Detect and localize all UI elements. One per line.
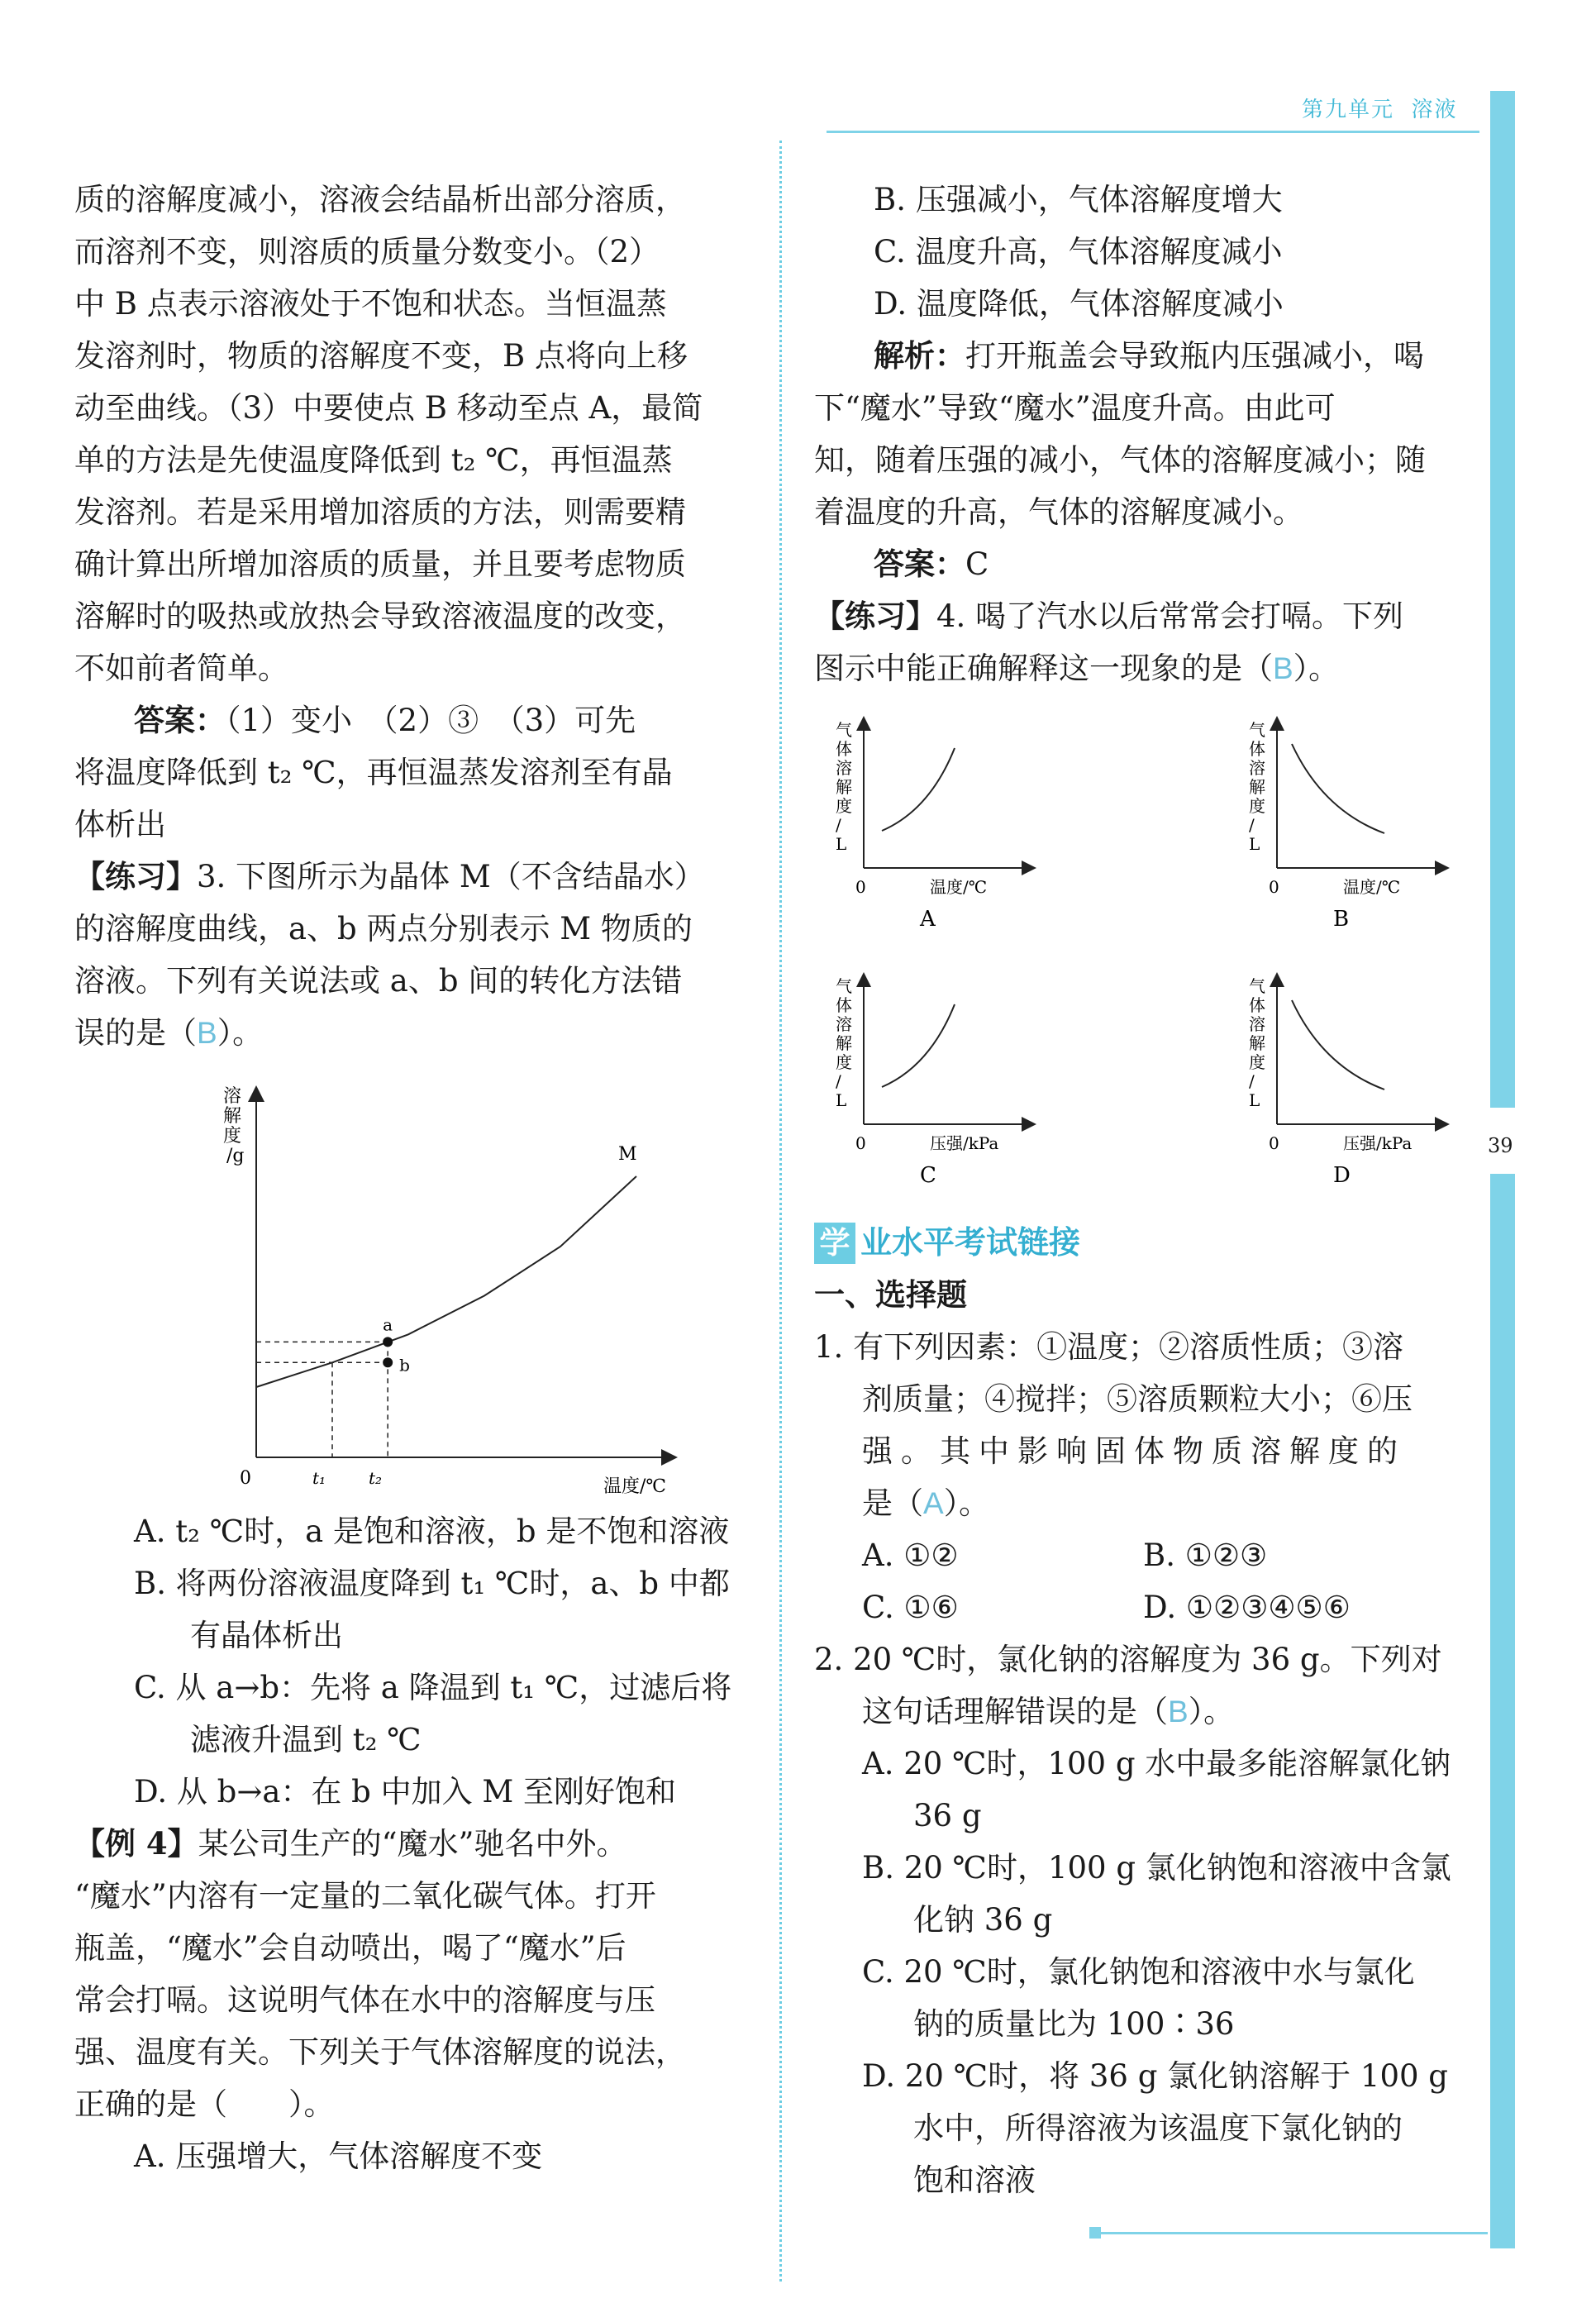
panel-origin: 0 — [1269, 877, 1279, 897]
panel-origin: 0 — [1269, 1133, 1279, 1153]
q1-option-d[interactable]: D. ①②③④⑤⑥ — [1143, 1590, 1351, 1625]
gas-solubility-graphs — [814, 703, 1475, 1215]
panel-y-label: 气体溶解度/ L — [1249, 720, 1265, 854]
ex4-option-b[interactable]: B. 压强减小，气体溶解度增大 — [874, 182, 1283, 217]
section-icon: 学 — [814, 1223, 855, 1264]
q1-option-c[interactable]: C. ①⑥ — [862, 1590, 959, 1625]
panel-curve-decreasing — [1292, 1000, 1384, 1089]
page-number: 39 — [1488, 1134, 1513, 1157]
panel-origin: 0 — [855, 877, 866, 897]
q1-option-b[interactable]: B. ①②③ — [1143, 1538, 1268, 1573]
panel-x-label: 温度/℃ — [930, 877, 988, 897]
point-a — [383, 1337, 393, 1347]
handwritten-answer: A — [923, 1486, 944, 1520]
origin-label: 0 — [240, 1468, 251, 1489]
graph-panel-d — [1249, 976, 1442, 1188]
question-type: 一、选择题 — [814, 1276, 967, 1313]
panel-x-label: 温度/℃ — [1343, 877, 1401, 897]
panel-y-label: 气体溶解度/ L — [836, 720, 852, 854]
side-bar-bottom — [1490, 1174, 1515, 2248]
exercise-3: 【练习】3. 下图所示为晶体 M（不含结晶水） — [74, 858, 705, 894]
answer-line: 答案：C — [874, 546, 989, 582]
y-axis-label: 溶解度/g — [223, 1086, 245, 1166]
graph-panel-a — [836, 720, 1029, 932]
x-tick-t1: t₁ — [312, 1468, 326, 1488]
left-column: 质的溶解度减小，溶液会结晶析出部分溶质， 而溶剂不变，则溶质的质量分数变小。（2） 中 B 点表示溶液处于不饱和状态。当恒温蒸 发溶剂时，物质的溶解度不变，B 点将向上移 动至曲线。（3）中要使点 B 移动至点 A，最简 单的方法是先使温度降低到 t₂ ℃，再恒温蒸 发溶剂。若是采用增加溶质的方法，则需要精 确计算出所增加溶质的质量，并且要考虑物质 溶解时的吸热或放热会导致溶液温度的改变， 不如前者简单。 答案：（1）变小 （2）③ （3）可先 将温度降低到 t₂ ℃，再恒温蒸发溶剂至有晶 体析出 【练习】3. 下图所示为晶体 M（不含结晶水） 的溶解度曲线，a、b 两点分别表示 M 物质的 溶液。下列有关说法或 a、b 间的转化方法错 误的是（B）。 溶解度/g 0 温度/℃ t₁ t₂ M a b A. t₂ ℃时，a 是饱和溶液，b 是不饱和溶液 B. 将两份溶液温度降到 t₁ ℃时，a、b 中都有晶体析出 C. 从 a→b：先将 a 降温到 t₁ ℃，过滤后将滤液升温到 t₂ ℃ D. 从 b→a：在 b 中加入 M 至刚好饱和 【例 4】某公司生产的“魔水”驰名中外。 “魔水”内溶有一定量的二氧化碳气体。打开 瓶盖，“魔水”会自动喷出，喝了“魔水”后 常会打嗝。这说明气体在水中的溶解度与压 强、温度有关。下列关于气体溶解度的说法， 正确的是（ ）。 A. 压强增大，气体溶解度不变 — [74, 174, 744, 2182]
q2-option-d[interactable]: D. 20 ℃时，将 36 g 氯化钠溶解于 100 g — [862, 2058, 1448, 2094]
panel-curve-decreasing — [1292, 744, 1384, 833]
curve-m — [256, 1176, 636, 1387]
ex3-option-c[interactable]: C. 从 a→b：先将 a 降温到 t₁ ℃，过滤后将滤液升温到 t₂ ℃ — [134, 1670, 732, 1757]
x-axis-label: 温度/℃ — [603, 1476, 667, 1497]
header-rule — [827, 131, 1479, 133]
panel-origin: 0 — [855, 1133, 866, 1153]
ex4-option-c[interactable]: C. 温度升高，气体溶解度减小 — [874, 234, 1283, 269]
explanation-paragraph: 质的溶解度减小，溶液会结晶析出部分溶质， 而溶剂不变，则溶质的质量分数变小。（2） 中 B 点表示溶液处于不饱和状态。当恒温蒸 发溶剂时，物质的溶解度不变，B 点将向上移 动至曲线。（3）中要使点 B 移动至点 A，最简 单的方法是先使温度降低到 t₂ ℃，再恒温蒸 发溶剂。若是采用增加溶质的方法，则需要精 确计算出所增加溶质的质量，并且要考虑物质 溶解时的吸热或放热会导致溶液温度的改变， 不如前者简单。 — [74, 182, 703, 686]
q2-option-a[interactable]: A. 20 ℃时，100 g 水中最多能溶解氯化钠 — [862, 1746, 1451, 1781]
point-a-label: a — [383, 1314, 393, 1335]
panel-curve-increasing — [882, 1004, 955, 1087]
panel-label: D — [1333, 1163, 1351, 1188]
footer-rule — [1099, 2232, 1488, 2234]
panel-curve-increasing — [882, 748, 955, 831]
exercise-3-options — [74, 1505, 744, 1818]
q1-option-a[interactable]: A. ①② — [862, 1538, 959, 1573]
column-divider — [779, 141, 782, 2281]
q2-option-b[interactable]: B. 20 ℃时，100 g 氯化钠饱和溶液中含氯 — [862, 1850, 1451, 1886]
graph-panel-b — [1249, 720, 1442, 932]
panel-x-label: 压强/kPa — [1343, 1133, 1413, 1153]
point-b-label: b — [399, 1355, 410, 1376]
ex3-option-d[interactable]: D. 从 b→a：在 b 中加入 M 至刚好饱和 — [134, 1774, 676, 1809]
unit-label: 第九单元 — [1302, 98, 1395, 122]
ex3-option-a[interactable]: A. t₂ ℃时，a 是饱和溶液，b 是不饱和溶液 — [134, 1514, 730, 1549]
x-tick-t2: t₂ — [369, 1468, 383, 1488]
right-column: B. 压强减小，气体溶解度增大 C. 温度升高，气体溶解度减小 D. 温度降低，气体溶解度减小 解析：打开瓶盖会导致瓶内压强减小，喝 下“魔水”导致“魔水”温度升高。由此可 知，随着压强的减小，气体的溶解度减小；随 着温度的升高，气体的溶解度减小。 答案：C 【练习】4. 喝了汽水以后常常会打嗝。下列 图示中能正确解释这一现象的是（B）。 气体溶解度/ L 0 温度/℃ A 气体溶解度/ L 0 温度/℃ B 气体溶解度/ L 0 压强/kPa C 气体溶解度/ L 0 压强/kPa D 学 业水平考试链接 一、选择题 1. 有下列因素：①温度；②溶质性质；③溶 剂质量；④搅拌；⑤溶质颗粒大小；⑥压 强。其中影响固体物质溶解度的 是（A）。 A. ①② B. ①②③ C. ①⑥ D. ①②③④⑤⑥ 2. 20 ℃时，氯化钠的溶解度为 36 g。下列对 这句话理解错误的是（B）。 A. 20 ℃时，100 g 水中最多能溶解氯化钠 36 g B. 20 ℃时，100 g 氯化钠饱和溶液中含氯 化钠 36 g C. 20 ℃时，氯化钠饱和溶液中水与氯化 钠的质量比为 100∶36 D. 20 ℃时，将 36 g 氯化钠溶解于 100 g 水中，所得溶液为该温度下氯化钠的 饱和溶液 — [814, 174, 1475, 2206]
panel-label: A — [920, 907, 936, 932]
curve-label-m: M — [618, 1144, 637, 1165]
q2-option-c[interactable]: C. 20 ℃时，氯化钠饱和溶液中水与氯化 — [862, 1954, 1415, 1990]
side-bar-top — [1490, 91, 1515, 1108]
point-b — [383, 1357, 393, 1367]
answer-line: 答案：（1）变小 （2）③ （3）可先 — [134, 702, 636, 738]
panel-y-label: 气体溶解度/ L — [1249, 976, 1265, 1110]
analysis: 解析：打开瓶盖会导致瓶内压强减小，喝 — [874, 337, 1424, 374]
panel-x-label: 压强/kPa — [930, 1133, 999, 1153]
running-header — [1302, 93, 1458, 123]
handwritten-answer: B — [1168, 1695, 1189, 1728]
panel-label: B — [1333, 907, 1350, 932]
question-2: 2. 20 ℃时，氯化钠的溶解度为 36 g。下列对 这句话理解错误的是（B）。 A. 20 ℃时，100 g 水中最多能溶解氯化钠 36 g B. 20 ℃时，100 g 氯化钠饱和溶液中含氯 化钠 36 g C. 20 ℃时，氯化钠饱和溶液中水与氯化 钠的质量比为 100∶36 D. 20 ℃时，将 36 g 氯化钠溶解于 100 g 水中，所得溶液为该温度下氯化钠的 饱和溶液 — [814, 1633, 1475, 2206]
section-heading: 学 业水平考试链接 — [814, 1217, 1475, 1269]
chapter-title: 溶液 — [1411, 98, 1458, 122]
handwritten-answer: B — [197, 1016, 217, 1050]
question-1: 1. 有下列因素：①温度；②溶质性质；③溶 剂质量；④搅拌；⑤溶质颗粒大小；⑥压 强。其中影响固体物质溶解度的 是（A）。 A. ①② B. ①②③ C. ①⑥ D. ①②③④⑤⑥ — [814, 1321, 1475, 1633]
handwritten-answer: B — [1273, 651, 1293, 685]
solubility-curve-chart — [141, 1069, 719, 1499]
panel-y-label: 气体溶解度/ L — [836, 976, 852, 1110]
ex3-option-b[interactable]: B. 将两份溶液温度降到 t₁ ℃时，a、b 中都有晶体析出 — [134, 1566, 730, 1653]
exercise-4: 【练习】4. 喝了汽水以后常常会打嗝。下列 — [814, 598, 1404, 634]
graph-panel-c — [836, 976, 1029, 1188]
example-4: 【例 4】某公司生产的“魔水”驰名中外。 — [74, 1825, 627, 1862]
panel-label: C — [920, 1163, 936, 1188]
ex4-option-a[interactable]: A. 压强增大，气体溶解度不变 — [134, 2138, 543, 2174]
ex4-option-d[interactable]: D. 温度降低，气体溶解度减小 — [874, 286, 1284, 322]
